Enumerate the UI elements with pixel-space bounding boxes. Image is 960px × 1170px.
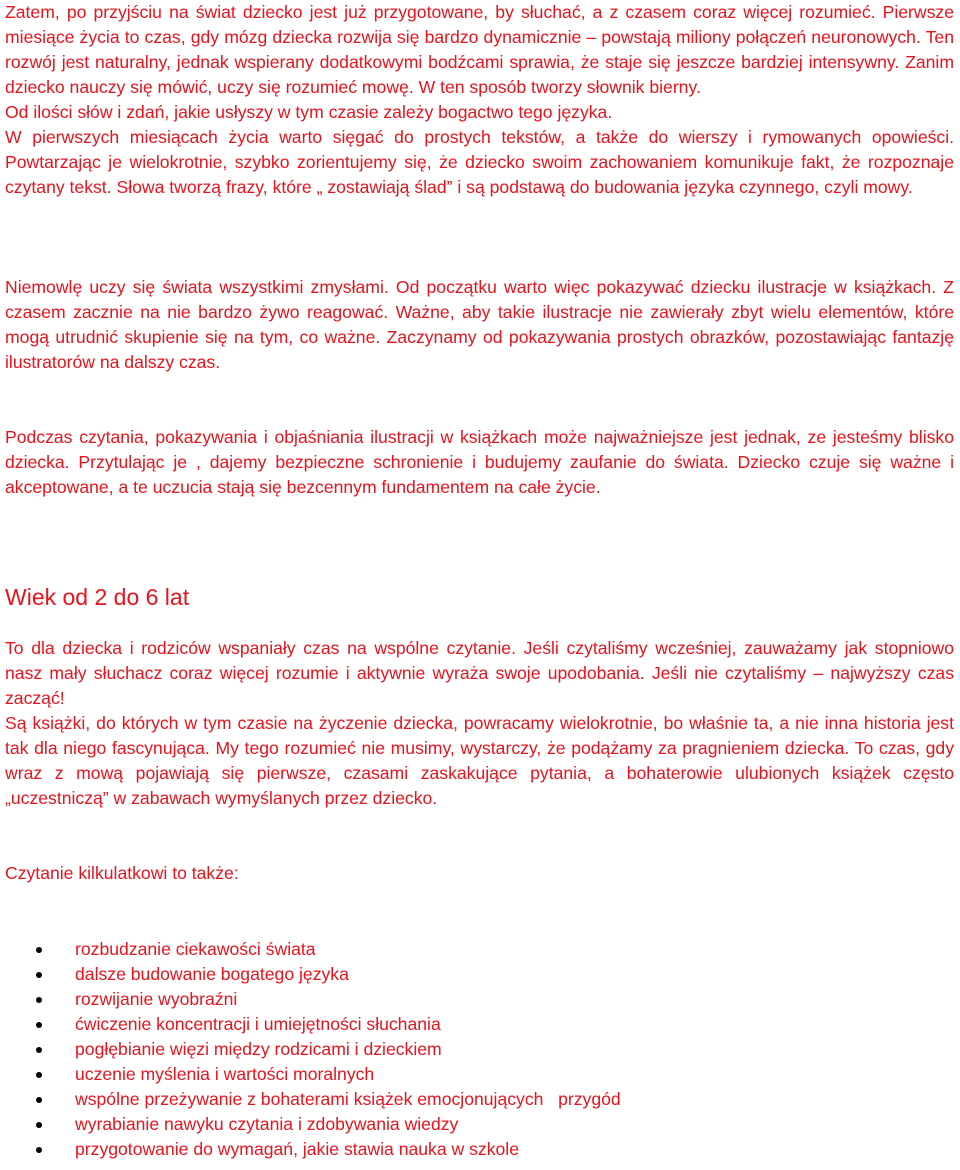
section-heading: Wiek od 2 do 6 lat [5, 584, 190, 610]
list-item-text: wspólne przeżywanie z bohaterami książek emocjonujących przygód [75, 1089, 621, 1109]
list-item [0, 1087, 940, 1112]
list-item-text: dalsze budowanie bogatego języka [75, 964, 349, 984]
list-item-text: wyrabianie nawyku czytania i zdobywania wiedzy [75, 1114, 459, 1134]
list-item [0, 962, 940, 987]
list-item-text: uczenie myślenia i wartości moralnych [75, 1064, 375, 1084]
bullet-icon [36, 1097, 42, 1103]
list-item [0, 1062, 940, 1087]
list-item-text: rozbudzanie ciekawości świata [75, 939, 316, 959]
bullet-icon [36, 947, 42, 953]
bullet-icon [36, 1022, 42, 1028]
intro-paragraph-3: W pierwszych miesiącach życia warto sięgać do prostych tekstów, a także do wierszy i rymowanych opowieści. Powtarzając je wielokrotnie, szybko zorientujemy się, że dziecko swoim zachowaniem komunikuje fakt, że rozpoznaje czytany tekst. Słowa tworzą frazy, które „ zostawiają ślad” i są podstawą do budowania języka czynnego, czyli mowy. [5, 127, 954, 197]
list-item-text: rozwijanie wyobraźni [75, 989, 238, 1009]
paragraph-closeness: Podczas czytania, pokazywania i objaśniania ilustracji w książkach może najważniejsze jest jednak, ze jesteśmy blisko dziecka. Przytulając je , dajemy bezpieczne schronienie i budujemy zaufanie do świata. Dziecko czuje się ważne i akceptowane, a te uczucia stają się bezcennym fundamentem na całe życie. [5, 427, 954, 497]
intro-block [5, 0, 954, 200]
section-text [5, 636, 954, 811]
bullet-icon [36, 1072, 42, 1078]
section-paragraph-1: To dla dziecka i rodziców wspaniały czas na wspólne czytanie. Jeśli czytaliśmy wcześniej, zauważamy jak stopniowo nasz mały słuchacz coraz więcej rozumie i aktywnie wyraża swoje upodobania. Jeśli nie czytaliśmy – najwyższy czas zacząć! [5, 638, 954, 708]
list-item [0, 1112, 940, 1137]
list-item [0, 937, 940, 962]
paragraph-senses: Niemowlę uczy się świata wszystkimi zmysłami. Od początku warto więc pokazywać dziecku ilustracje w książkach. Z czasem zacznie na nie bardzo żywo reagować. Ważne, aby takie ilustracje nie zawierały zbyt wielu elementów, które mogą utrudnić skupienie się na tym, co ważne. Zaczynamy od pokazywania prostych obrazków, pozostawiając fantazję ilustratorów na dalszy czas. [5, 277, 954, 372]
list-item [0, 1012, 940, 1037]
list-intro: Czytanie kilkulatkowi to także: [5, 863, 239, 883]
list-item [0, 987, 940, 1012]
intro-paragraph-2: Od ilości słów i zdań, jakie usłyszy w tym czasie zależy bogactwo tego języka. [5, 102, 613, 122]
list-item-text: przygotowanie do wymagań, jakie stawia nauka w szkole [75, 1139, 519, 1159]
section-paragraph-2: Są książki, do których w tym czasie na życzenie dziecka, powracamy wielokrotnie, bo właśnie ta, a nie inna historia jest tak dla niego fascynująca. My tego rozumieć nie musimy, wystarczy, że podążamy za pragnieniem dziecka. To czas, gdy wraz z mową pojawiają się pierwsze, czasami zaskakujące pytania, a bohaterowie ulubionych książek często „uczestniczą” w zabawach wymyślanych przez dziecko. [5, 713, 954, 808]
intro-paragraph-1: Zatem, po przyjściu na świat dziecko jest już przygotowane, by słuchać, a z czasem coraz więcej rozumieć. Pierwsze miesiące życia to czas, gdy mózg dziecka rozwija się bardzo dynamicznie – powstają miliony połączeń neuronowych. Ten rozwój jest naturalny, jednak wspierany dodatkowymi bodźcami sprawia, że staje się jeszcze bardziej intensywny. Zanim dziecko nauczy się mówić, uczy się rozumieć mowę. W ten sposób tworzy słownik bierny. [5, 2, 954, 97]
bullet-icon [36, 997, 42, 1003]
bullet-icon [36, 1122, 42, 1128]
list-item [0, 1137, 940, 1162]
bullet-icon [36, 1047, 42, 1053]
list-item-text: pogłębianie więzi między rodzicami i dzieckiem [75, 1039, 442, 1059]
list-item-text: ćwiczenie koncentracji i umiejętności słuchania [75, 1014, 441, 1034]
bullet-icon [36, 972, 42, 978]
benefits-list [0, 937, 940, 1162]
list-item [0, 1037, 940, 1062]
bullet-icon [36, 1147, 42, 1153]
